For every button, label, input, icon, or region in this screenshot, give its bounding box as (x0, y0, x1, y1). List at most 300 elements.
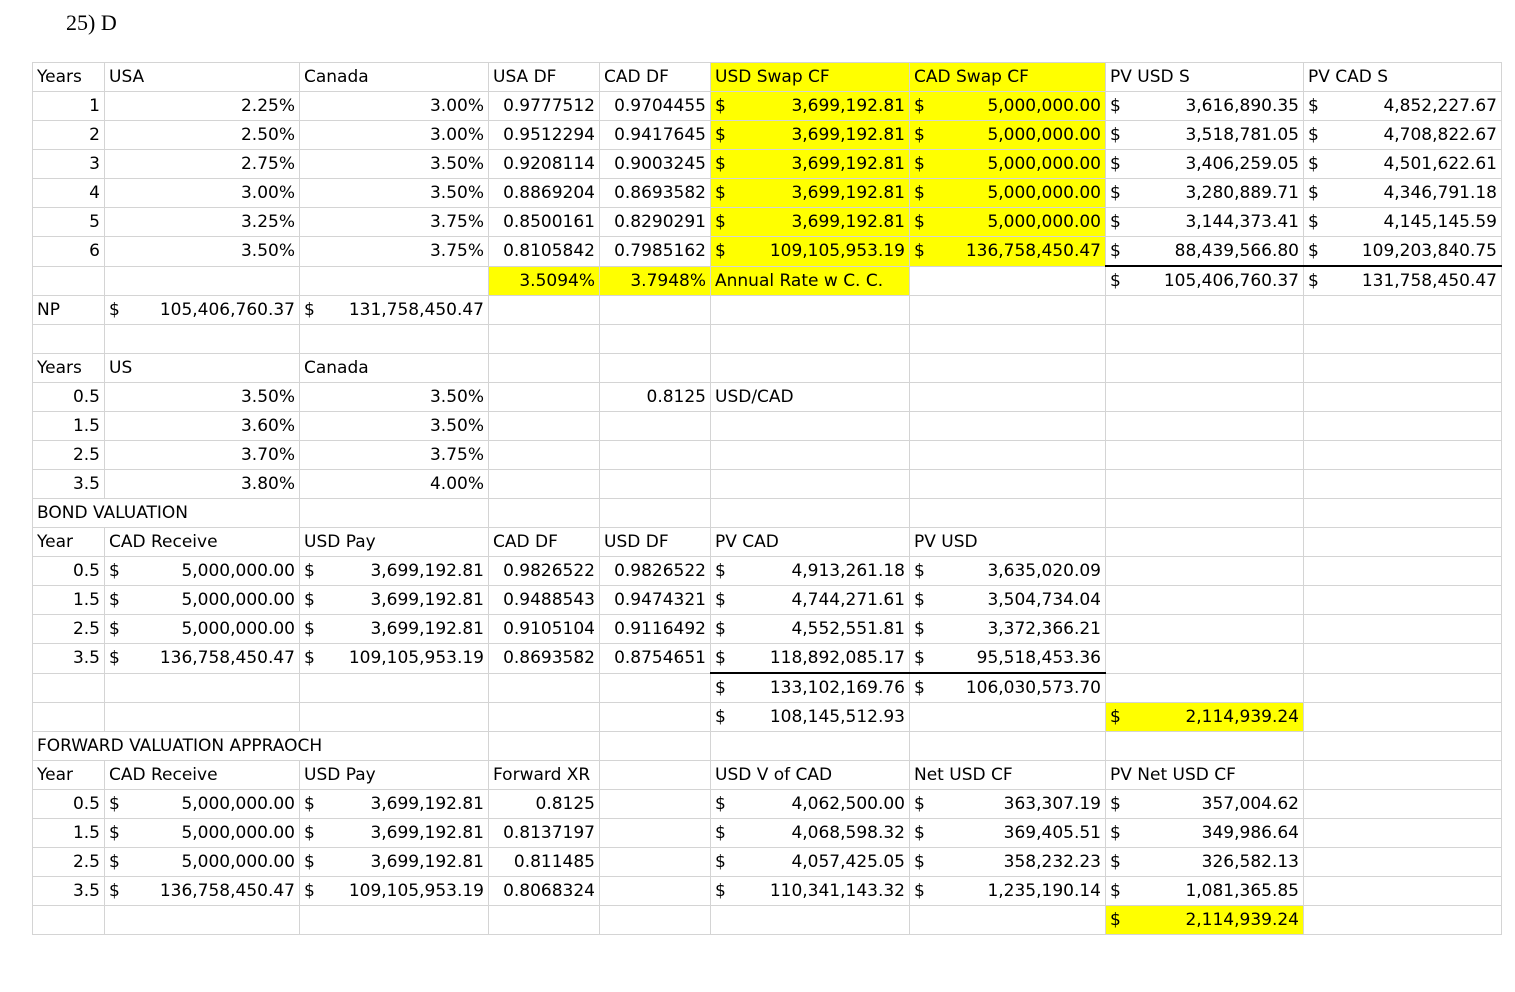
cell-value: 4,145,145.59 (1383, 212, 1497, 232)
table-cell (910, 441, 1106, 470)
table-cell (910, 906, 1106, 935)
cell-value: 133,102,169.76 (769, 678, 905, 698)
cell-value: 5,000,000.00 (987, 125, 1101, 145)
dollar-sign: $ (715, 125, 726, 145)
table-row (33, 557, 1502, 586)
table-cell (1304, 354, 1502, 383)
dollar-sign: $ (715, 707, 726, 727)
table-cell (300, 412, 489, 441)
table-cell (300, 266, 489, 296)
table-row (33, 644, 1502, 674)
table-cell (1304, 150, 1502, 179)
table-cell (300, 499, 489, 528)
cell-value: 5,000,000.00 (987, 183, 1101, 203)
table-cell (910, 499, 1106, 528)
cell-value: 5,000,000.00 (181, 561, 295, 581)
table-row (33, 383, 1502, 412)
cell-value: 3,699,192.81 (791, 212, 905, 232)
table-row (33, 208, 1502, 237)
cell-value: 2 (89, 125, 100, 145)
table-cell (33, 848, 105, 877)
cell-value: 3,699,192.81 (370, 590, 484, 610)
table-cell (489, 237, 600, 267)
dollar-sign: $ (1110, 154, 1121, 174)
table-cell (711, 208, 910, 237)
table-cell (600, 848, 711, 877)
table-cell (600, 499, 711, 528)
table-cell (300, 761, 489, 790)
cell-value: 109,105,953.19 (348, 648, 484, 669)
table-cell (711, 644, 910, 674)
cell-value: 0.811485 (513, 852, 595, 872)
table-cell (489, 732, 600, 761)
table-cell (1304, 877, 1502, 906)
table-cell (600, 877, 711, 906)
cell-value: 0.9488543 (503, 590, 595, 610)
table-cell (489, 92, 600, 121)
cell-value: 118,892,085.17 (769, 648, 905, 668)
cell-value: 2.5 (72, 619, 100, 639)
cell-value: 3.00% (429, 125, 484, 145)
table-cell (910, 703, 1106, 732)
table-cell (33, 354, 105, 383)
cell-value: 1 (89, 96, 100, 116)
cell-value: 4,744,271.61 (791, 590, 905, 610)
dollar-sign: $ (914, 212, 925, 232)
table-cell (1106, 615, 1304, 644)
cell-value: 0.9777512 (503, 96, 595, 116)
cell-value: PV Net USD CF (1110, 765, 1236, 785)
table-cell (711, 266, 910, 296)
table-cell (33, 121, 105, 150)
cell-value: 136,758,450.47 (159, 648, 295, 669)
table-cell (1304, 703, 1502, 732)
cell-value: 4,913,261.18 (791, 561, 905, 581)
cell-value: 0.9704455 (614, 96, 706, 116)
table-cell (105, 150, 300, 179)
table-cell (910, 615, 1106, 644)
table-cell (105, 325, 300, 354)
dollar-sign: $ (1110, 910, 1121, 930)
table-cell (105, 266, 300, 296)
table-cell (33, 412, 105, 441)
cell-value: 0.8105842 (503, 241, 595, 262)
table-cell (711, 92, 910, 121)
spreadsheet-grid (32, 62, 1502, 935)
dollar-sign: $ (109, 852, 120, 872)
table-cell (105, 673, 300, 703)
dollar-sign: $ (1308, 125, 1319, 145)
cell-value: Net USD CF (914, 765, 1013, 785)
table-cell (105, 761, 300, 790)
dollar-sign: $ (1110, 212, 1121, 232)
table-row (33, 761, 1502, 790)
cell-value: USD/CAD (715, 387, 794, 407)
table-cell (489, 208, 600, 237)
dollar-sign: $ (715, 678, 726, 698)
table-cell (33, 470, 105, 499)
table-cell (910, 208, 1106, 237)
table-cell (1106, 877, 1304, 906)
cell-value: 5,000,000.00 (181, 619, 295, 639)
table-cell (489, 296, 600, 325)
table-cell (489, 63, 600, 92)
cell-value: Year (37, 532, 73, 552)
table-cell (1106, 586, 1304, 615)
table-cell (33, 296, 105, 325)
table-cell (33, 325, 105, 354)
table-row (33, 179, 1502, 208)
table-cell (600, 383, 711, 412)
cell-value: 4,552,551.81 (791, 619, 905, 639)
cell-value: 3.7948% (630, 270, 706, 291)
table-cell (105, 848, 300, 877)
cell-value: 0.9003245 (614, 154, 706, 174)
table-cell (1304, 732, 1502, 761)
table-cell (600, 732, 711, 761)
table-cell (489, 703, 600, 732)
dollar-sign: $ (715, 183, 726, 203)
cell-value: 3,699,192.81 (791, 183, 905, 203)
table-cell (300, 237, 489, 267)
dollar-sign: $ (715, 154, 726, 174)
table-cell (300, 673, 489, 703)
table-cell (910, 266, 1106, 296)
table-cell (1304, 673, 1502, 703)
table-cell (1304, 296, 1502, 325)
cell-value: 110,341,143.32 (769, 881, 905, 901)
table-cell (1106, 179, 1304, 208)
table-cell (711, 557, 910, 586)
table-cell (489, 499, 600, 528)
cell-value: 136,758,450.47 (965, 241, 1101, 262)
cell-value: NP (37, 300, 60, 320)
table-cell (489, 848, 600, 877)
table-cell (489, 470, 600, 499)
table-cell (1304, 63, 1502, 92)
table-cell (300, 557, 489, 586)
cell-value: 1.5 (72, 416, 100, 436)
table-cell (1304, 208, 1502, 237)
table-cell (33, 586, 105, 615)
table-cell (711, 150, 910, 179)
table-cell (1304, 325, 1502, 354)
table-cell (489, 121, 600, 150)
table-cell (1106, 499, 1304, 528)
dollar-sign: $ (914, 125, 925, 145)
table-cell (711, 528, 910, 557)
cell-value: 0.8125 (646, 387, 706, 407)
cell-value: 4,852,227.67 (1383, 96, 1497, 116)
cell-value: 3.50% (429, 154, 484, 174)
cell-value: 3,699,192.81 (791, 125, 905, 145)
table-cell (711, 441, 910, 470)
table-cell (105, 703, 300, 732)
table-cell (600, 557, 711, 586)
table-cell (910, 586, 1106, 615)
table-cell (910, 354, 1106, 383)
table-cell (33, 150, 105, 179)
table-cell (300, 121, 489, 150)
table-cell (300, 354, 489, 383)
table-cell (711, 790, 910, 819)
table-cell (1304, 790, 1502, 819)
table-cell (489, 383, 600, 412)
cell-value: Year (37, 765, 73, 785)
cell-value: 105,406,760.37 (1163, 271, 1299, 291)
cell-value: 3.50% (240, 241, 295, 262)
table-cell (1304, 412, 1502, 441)
table-cell (600, 470, 711, 499)
table-cell (1106, 848, 1304, 877)
cell-value: 2.75% (240, 154, 295, 174)
table-cell (711, 615, 910, 644)
table-cell (300, 848, 489, 877)
table-cell (1304, 121, 1502, 150)
table-cell (1106, 761, 1304, 790)
cell-value: CAD Receive (109, 532, 218, 552)
cell-value: PV USD S (1110, 67, 1190, 87)
table-cell (910, 121, 1106, 150)
cell-value: 0.8693582 (614, 183, 706, 203)
cell-value: CAD DF (604, 67, 669, 87)
table-cell (600, 703, 711, 732)
table-row (33, 732, 1502, 761)
table-cell (33, 441, 105, 470)
dollar-sign: $ (304, 794, 315, 814)
cell-value: 5,000,000.00 (987, 96, 1101, 116)
cell-value: 108,145,512.93 (769, 707, 905, 727)
table-cell (105, 63, 300, 92)
cell-value: 2.5 (72, 852, 100, 872)
cell-value: 3,518,781.05 (1185, 125, 1299, 145)
cell-value: 109,105,953.19 (348, 881, 484, 901)
table-row (33, 296, 1502, 325)
table-cell (910, 761, 1106, 790)
table-cell (600, 237, 711, 267)
table-cell (489, 586, 600, 615)
table-cell (600, 266, 711, 296)
table-cell (600, 150, 711, 179)
table-cell (910, 790, 1106, 819)
cell-value: 3.80% (240, 474, 295, 494)
cell-value: 2.50% (240, 125, 295, 145)
table-cell (1304, 383, 1502, 412)
table-cell (711, 383, 910, 412)
table-cell (711, 237, 910, 267)
cell-value: 2,114,939.24 (1185, 707, 1299, 727)
cell-value: 3 (89, 154, 100, 174)
table-cell (1304, 470, 1502, 499)
cell-value: 0.9826522 (614, 561, 706, 581)
cell-value: 3,699,192.81 (370, 823, 484, 843)
cell-value: 95,518,453.36 (976, 648, 1101, 668)
dollar-sign: $ (304, 619, 315, 639)
dollar-sign: $ (304, 881, 315, 901)
dollar-sign: $ (1110, 241, 1121, 261)
table-cell (489, 906, 600, 935)
table-cell (489, 644, 600, 674)
cell-value: 4,346,791.18 (1383, 183, 1497, 203)
cell-value: 3.75% (429, 241, 484, 262)
cell-value: 2,114,939.24 (1185, 910, 1299, 930)
cell-value: 3,635,020.09 (987, 561, 1101, 581)
table-cell (489, 179, 600, 208)
dollar-sign: $ (1308, 212, 1319, 232)
cell-value: 3,280,889.71 (1185, 183, 1299, 203)
table-cell (33, 761, 105, 790)
table-cell (105, 906, 300, 935)
table-cell (300, 528, 489, 557)
cell-value: 3,699,192.81 (791, 154, 905, 174)
dollar-sign: $ (914, 823, 925, 843)
table-cell (910, 819, 1106, 848)
dollar-sign: $ (109, 561, 120, 581)
table-cell (711, 906, 910, 935)
table-cell (600, 615, 711, 644)
table-cell (489, 761, 600, 790)
dollar-sign: $ (1110, 125, 1121, 145)
cell-value: 3.5 (72, 648, 100, 669)
dollar-sign: $ (304, 561, 315, 581)
cell-value: 3.70% (240, 445, 295, 465)
cell-value: 0.9512294 (503, 125, 595, 145)
table-cell (300, 208, 489, 237)
cell-value: US (109, 358, 133, 378)
table-cell (600, 63, 711, 92)
table-row (33, 586, 1502, 615)
table-cell (300, 819, 489, 848)
table-cell (910, 673, 1106, 703)
cell-value: PV CAD (715, 532, 779, 552)
cell-value: 3,504,734.04 (987, 590, 1101, 610)
table-cell (910, 296, 1106, 325)
cell-value: 0.9474321 (614, 590, 706, 610)
cell-value: 4,501,622.61 (1383, 154, 1497, 174)
table-cell (105, 441, 300, 470)
table-cell (105, 877, 300, 906)
table-row (33, 150, 1502, 179)
table-cell (1304, 499, 1502, 528)
cell-value: Annual Rate w C. C. (715, 270, 884, 291)
table-cell (1106, 528, 1304, 557)
table-cell (600, 354, 711, 383)
dollar-sign: $ (914, 241, 925, 262)
table-cell (1106, 819, 1304, 848)
table-cell (711, 586, 910, 615)
table-row (33, 470, 1502, 499)
table-cell (300, 150, 489, 179)
dollar-sign: $ (715, 619, 726, 639)
cell-value: 3,699,192.81 (370, 561, 484, 581)
dollar-sign: $ (715, 241, 726, 262)
dollar-sign: $ (715, 96, 726, 116)
table-cell (1304, 237, 1502, 267)
dollar-sign: $ (715, 561, 726, 581)
table-cell (1106, 208, 1304, 237)
table-cell (711, 819, 910, 848)
table-cell (600, 586, 711, 615)
table-cell (910, 732, 1106, 761)
table-cell (105, 208, 300, 237)
table-cell (105, 179, 300, 208)
table-cell (711, 848, 910, 877)
table-cell (1304, 92, 1502, 121)
cell-value: 357,004.62 (1201, 794, 1299, 814)
table-cell (711, 325, 910, 354)
table-cell (33, 673, 105, 703)
table-cell (711, 673, 910, 703)
table-cell (300, 92, 489, 121)
table-cell (1304, 586, 1502, 615)
dollar-sign: $ (1110, 707, 1121, 727)
cell-value: 0.8290291 (614, 212, 706, 232)
table-cell (600, 325, 711, 354)
cell-value: 4 (89, 183, 100, 203)
dollar-sign: $ (1110, 96, 1121, 116)
table-cell (33, 383, 105, 412)
table-cell (1304, 441, 1502, 470)
table-row (33, 528, 1502, 557)
cell-value: 3.25% (240, 212, 295, 232)
table-cell (1106, 150, 1304, 179)
cell-value: 0.9105104 (503, 619, 595, 639)
table-cell (1304, 906, 1502, 935)
cell-value: USD DF (604, 532, 669, 552)
table-cell (1304, 761, 1502, 790)
cell-value: 6 (89, 241, 100, 262)
table-cell (300, 179, 489, 208)
table-cell (105, 615, 300, 644)
table-cell (300, 383, 489, 412)
cell-value: 326,582.13 (1201, 852, 1299, 872)
table-cell (910, 557, 1106, 586)
table-cell (1304, 557, 1502, 586)
table-cell (711, 412, 910, 441)
table-cell (1106, 383, 1304, 412)
table-cell (1106, 325, 1304, 354)
dollar-sign: $ (1110, 794, 1121, 814)
cell-value: USA (109, 67, 145, 87)
cell-value: 3.5 (72, 881, 100, 901)
table-row (33, 237, 1502, 267)
dollar-sign: $ (914, 648, 925, 668)
cell-value: 1,235,190.14 (987, 881, 1101, 901)
table-cell (1106, 644, 1304, 674)
cell-value: 358,232.23 (1003, 852, 1101, 872)
table-cell (33, 732, 489, 761)
table-cell (489, 673, 600, 703)
table-cell (711, 121, 910, 150)
table-cell (600, 761, 711, 790)
table-cell (300, 296, 489, 325)
table-cell (105, 354, 300, 383)
cell-value: USD Pay (304, 532, 376, 552)
cell-value: 0.5 (72, 561, 100, 581)
dollar-sign: $ (304, 648, 315, 669)
table-cell (33, 557, 105, 586)
table-cell (105, 470, 300, 499)
table-cell (489, 877, 600, 906)
cell-value: 136,758,450.47 (159, 881, 295, 901)
cell-value: 0.5 (72, 794, 100, 814)
cell-value: 88,439,566.80 (1174, 241, 1299, 261)
table-row (33, 790, 1502, 819)
cell-value: PV USD (914, 532, 978, 552)
table-cell (300, 644, 489, 674)
table-cell (105, 92, 300, 121)
table-cell (1106, 121, 1304, 150)
